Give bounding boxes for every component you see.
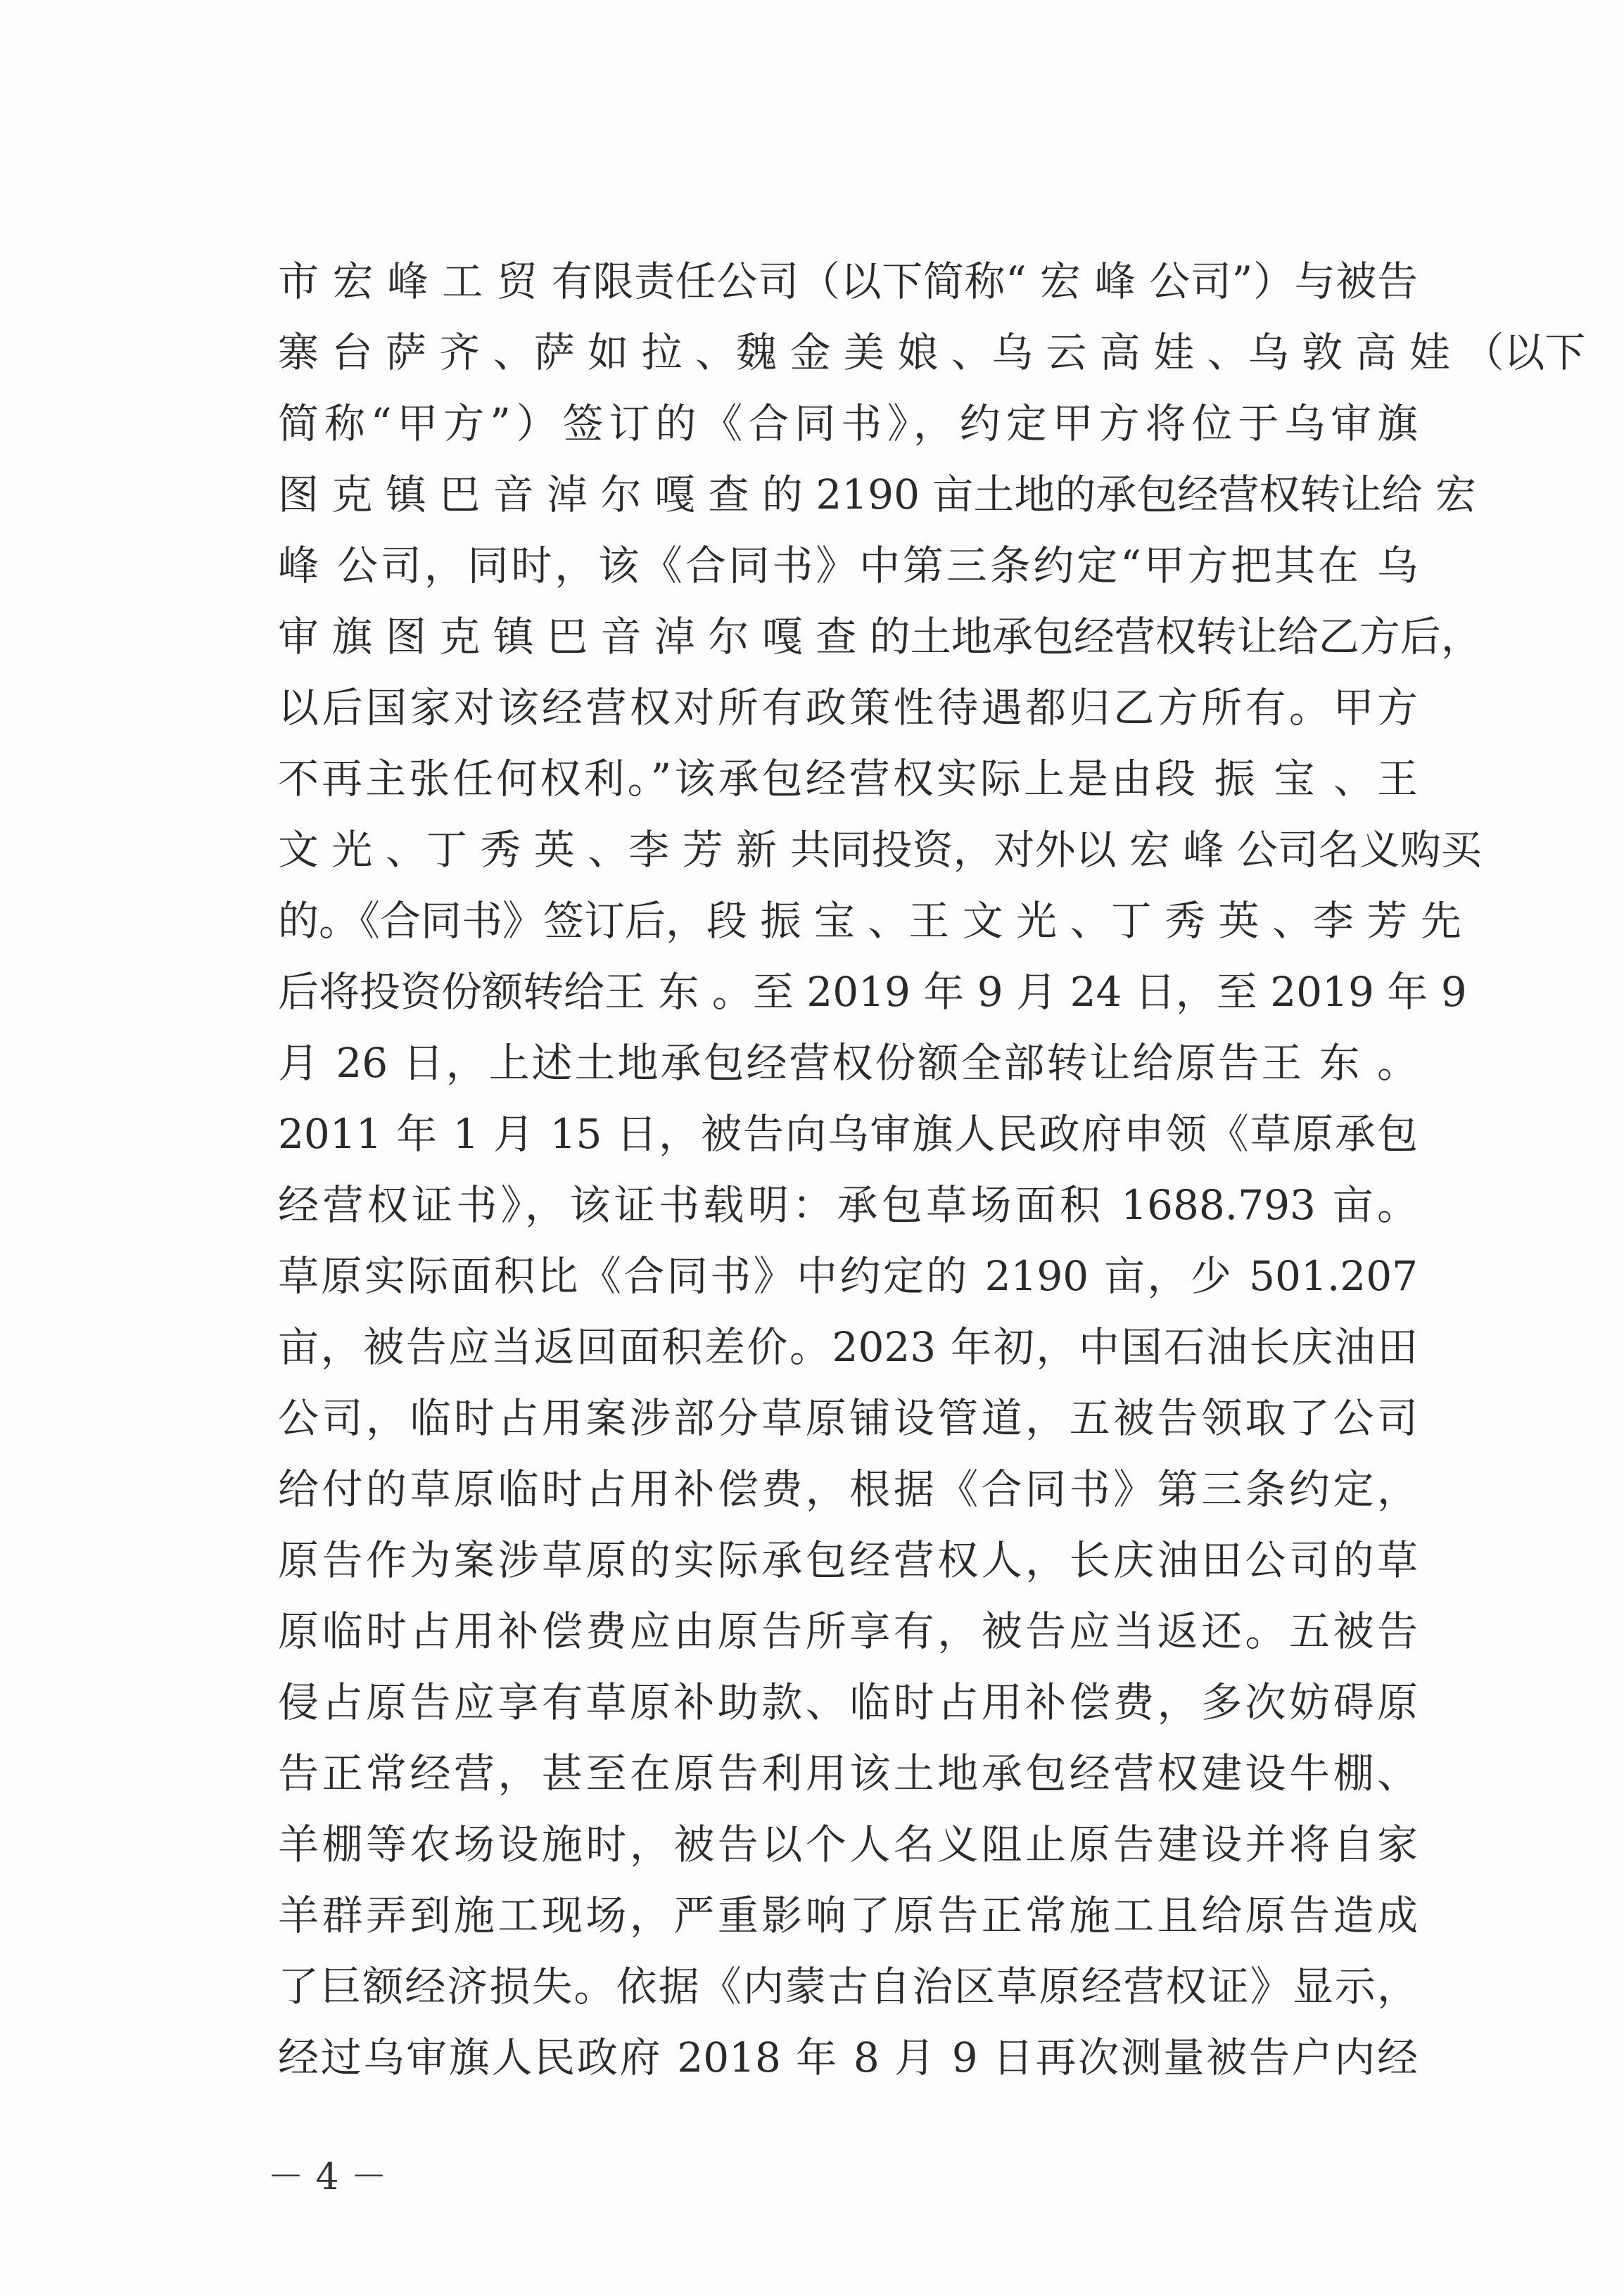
text-line: 审 旗 图 克 镇 巴 音 淖 尔 嘎 查 的土地承包经营权转让给乙方后， xyxy=(278,613,1482,661)
text-line: 寨 台 萨 齐 、萨 如 拉 、魏 金 美 娘 、乌 云 高 娃 、乌 敦 高 娃 （以下 xyxy=(278,329,1586,376)
text-line: 后将投资份额转给王 东 。至 2019 年 9 月 24 日，至 2019 年 9 xyxy=(278,968,1467,1016)
text-line: 侵占原告应享有草原补助款、临时占用补偿费，多次妨碍原 xyxy=(278,1678,1418,1726)
text-line: 文 光 、丁 秀 英 、李 芳 新 共同投资，对外以 宏 峰 公司名义购买 xyxy=(278,826,1482,874)
text-line: 亩，被告应当返回面积差价。2023 年初，中国石油长庆油田 xyxy=(278,1323,1418,1371)
text-line: 了巨额经济损失。依据《内蒙古自治区草原经营权证》显示， xyxy=(278,1963,1418,2010)
document-body xyxy=(278,246,1586,2093)
text-line: 羊群弄到施工现场，严重影响了原告正常施工且给原告造成 xyxy=(278,1892,1418,1939)
text-line: 原临时占用补偿费应由原告所享有，被告应当返还。五被告 xyxy=(278,1607,1418,1655)
text-line: 原告作为案涉草原的实际承包经营权人，长庆油田公司的草 xyxy=(278,1536,1418,1584)
text-line: 羊棚等农场设施时，被告以个人名义阻止原告建设并将自家 xyxy=(278,1820,1418,1868)
text-line: 告正常经营，甚至在原告利用该土地承包经营权建设牛棚、 xyxy=(278,1749,1418,1797)
text-line: 经营权证书》，该证书载明：承包草场面积 1688.793 亩。 xyxy=(278,1181,1418,1229)
text-line: 不再主张任何权利。”该承包经营权实际上是由段 振 宝 、王 xyxy=(278,755,1418,803)
text-line: 峰 公司，同时，该《合同书》中第三条约定“甲方把其在 乌 xyxy=(278,542,1418,589)
page-number: － 4 － xyxy=(267,2156,388,2198)
text-line: 草原实际面积比《合同书》中约定的 2190 亩，少 501.207 xyxy=(278,1252,1418,1300)
text-line: 2011 年 1 月 15 日，被告向乌审旗人民政府申领《草原承包 xyxy=(278,1110,1418,1158)
text-line: 以后国家对该经营权对所有政策性待遇都归乙方所有。甲方 xyxy=(278,684,1418,732)
text-line: 给付的草原临时占用补偿费，根据《合同书》第三条约定， xyxy=(278,1465,1418,1513)
text-line: 月 26 日，上述土地承包经营权份额全部转让给原告王 东 。 xyxy=(278,1039,1418,1087)
text-line: 市 宏 峰 工 贸 有限责任公司（以下简称“ 宏 峰 公司”）与被告 xyxy=(278,257,1418,305)
text-line: 简称“甲方”）签订的《合同书》，约定甲方将位于乌审旗 xyxy=(278,400,1418,447)
text-line: 的。《合同书》签订后，段 振 宝 、王 文 光 、丁 秀 英 、李 芳 先 xyxy=(278,897,1461,945)
text-line: 图 克 镇 巴 音 淖 尔 嘎 查 的 2190 亩土地的承包经营权转让给 宏 xyxy=(278,471,1476,518)
text-line: 公司，临时占用案涉部分草原铺设管道，五被告领取了公司 xyxy=(278,1394,1418,1442)
text-line: 经过乌审旗人民政府 2018 年 8 月 9 日再次测量被告户内经 xyxy=(278,2034,1418,2081)
